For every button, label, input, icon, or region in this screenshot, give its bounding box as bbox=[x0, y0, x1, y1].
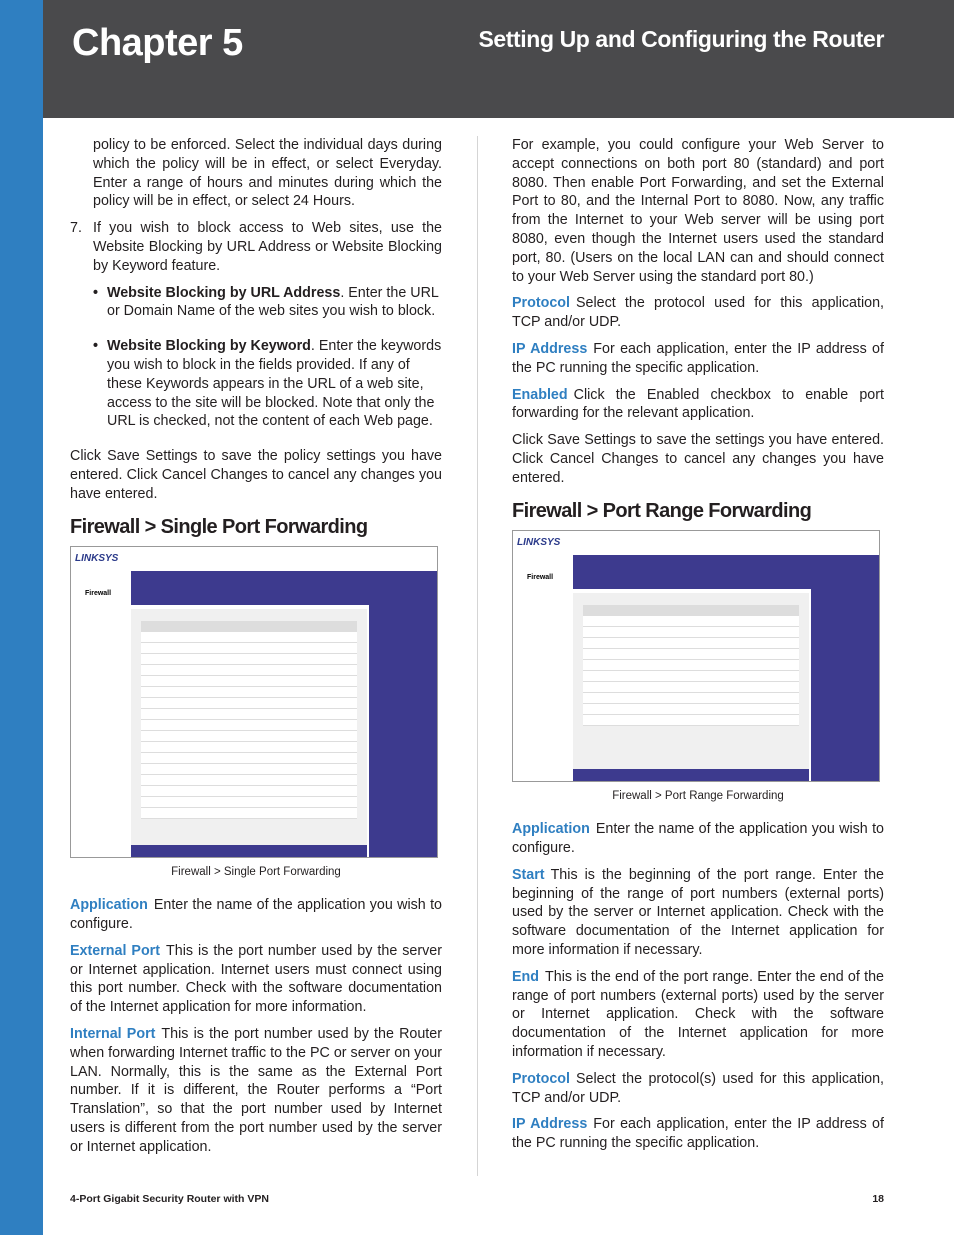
definition-term: IP Address bbox=[512, 340, 588, 357]
screenshot-table bbox=[141, 621, 357, 819]
definition-text: Enter the name of the application you wish to configure. bbox=[70, 897, 442, 932]
chapter-title: Setting Up and Configuring the Router bbox=[478, 26, 884, 52]
screenshot-footer-bar bbox=[131, 845, 367, 857]
definition bbox=[512, 866, 884, 960]
screenshot-side bbox=[71, 605, 131, 857]
screenshot-header bbox=[513, 531, 879, 556]
figure-caption: Firewall > Single Port Forwarding bbox=[171, 866, 341, 879]
bullet-icon: • bbox=[93, 284, 99, 301]
screenshot-nav-label: Firewall bbox=[85, 590, 112, 598]
section-heading: Firewall > Port Range Forwarding bbox=[512, 499, 812, 522]
definition bbox=[70, 942, 442, 1017]
paragraph: Click Save Settings to save the settings you have entered. Click Cancel Changes to cancel any changes you have entered. bbox=[512, 432, 884, 486]
definition bbox=[70, 1025, 442, 1157]
list-number: 7. bbox=[70, 220, 82, 237]
definition-term: Enabled bbox=[512, 386, 568, 403]
screenshot-main bbox=[573, 593, 809, 769]
list-item bbox=[70, 219, 442, 283]
definition bbox=[512, 968, 884, 1062]
paragraph: If you wish to block access to Web sites, use the Website Blocking by URL Address or Website Blocking by Keyword feature. bbox=[93, 220, 442, 274]
definition-text: Enter the name of the application you wish to configure. bbox=[512, 821, 884, 856]
left-column bbox=[70, 136, 442, 1165]
definition-text: This is the port number used by the Router when forwarding Internet traffic to the PC or server on your LAN. Normally, this is the same as the External Port number. If it is different, the Router performs a “Port Translation”, so that the port number used by Internet users is different from the port number used by the server or Internet application. bbox=[70, 1025, 442, 1155]
definition bbox=[512, 294, 884, 332]
definition-text: For each application, enter the IP address of the PC running the specific application. bbox=[512, 340, 884, 376]
linksys-logo: LINKSYS bbox=[517, 537, 561, 549]
definition-term: Application bbox=[512, 821, 590, 838]
definition-text: This is the end of the port range. Enter the end of the range of port numbers (external ports) used by the server or Internet application. Check with the software documentation of the Internet application for more information if necessary. bbox=[512, 968, 884, 1060]
screenshot-header bbox=[71, 547, 437, 572]
definition-text: For each application, enter the IP address of the PC running the specific application. bbox=[512, 1116, 884, 1152]
screenshot-navbar bbox=[573, 555, 879, 589]
definition-text: Click the Enabled checkbox to enable port forwarding for the relevant application. bbox=[512, 386, 884, 422]
screenshot-table bbox=[583, 605, 799, 726]
definition-text: This is the beginning of the port range. Enter the beginning of the range of port numbers (external ports) used by the server or Internet application. Check with the software documentation of the Internet application for more information if necessary. bbox=[512, 866, 884, 958]
bullet-item bbox=[93, 284, 442, 330]
definition-term: IP Address bbox=[512, 1116, 588, 1133]
page-header bbox=[43, 0, 954, 118]
bullet-text: . Enter the keywords you wish to block in the fields provided. If any of these Keywords appears in the URL of a web site, access to the site will be blocked. Note that only the URL is checked, not the content of each Web page. bbox=[107, 338, 442, 430]
screenshot-navbar bbox=[131, 571, 437, 605]
linksys-logo: LINKSYS bbox=[75, 553, 119, 565]
screenshot-figure bbox=[512, 530, 880, 782]
definition-term: External Port bbox=[70, 942, 161, 959]
definition bbox=[512, 1070, 884, 1108]
definition-text: This is the port number used by the server or Internet application. Internet users must connect using this port number. Check with the software documentation of the Internet application for more information. bbox=[70, 942, 442, 1016]
screenshot-help-panel bbox=[369, 605, 437, 857]
screenshot-main bbox=[131, 609, 367, 845]
definition-term: Internal Port bbox=[70, 1025, 156, 1042]
definition-term: Application bbox=[70, 897, 148, 914]
bullet-icon: • bbox=[93, 338, 99, 355]
screenshot-figure bbox=[70, 546, 438, 858]
definition-term: Start bbox=[512, 866, 545, 883]
right-column bbox=[512, 136, 884, 1161]
screenshot-help-panel bbox=[811, 589, 879, 781]
definition-text: Select the protocol used for this application, TCP and/or UDP. bbox=[512, 295, 884, 331]
paragraph: Click Save Settings to save the policy settings you have entered. Click Cancel Changes to cancel any changes you have entered. bbox=[70, 448, 442, 502]
bullet-term: Website Blocking by URL Address bbox=[107, 284, 341, 301]
screenshot-footer-bar bbox=[573, 769, 809, 781]
footer-product: 4-Port Gigabit Security Router with VPN bbox=[70, 1193, 269, 1205]
definition bbox=[512, 1115, 884, 1153]
definition-term: Protocol bbox=[512, 295, 570, 312]
chapter-label: Chapter 5 bbox=[72, 22, 243, 64]
bullet-text: . Enter the URL or Domain Name of the web sites you wish to block. bbox=[107, 284, 439, 320]
screenshot-side bbox=[513, 589, 573, 781]
column-divider bbox=[477, 136, 478, 1176]
definition bbox=[70, 896, 442, 934]
paragraph: policy to be enforced. Select the individual days during which the policy will be in effect, or select Everyday. Enter a range of hours and minutes during which the policy will be in effect, or select 24 Hours. bbox=[93, 137, 442, 210]
paragraph: For example, you could configure your Web Server to accept connections on both port 80 (standard) and port 8080. Then enable Port Forwarding, and set the External Port to 80, and the Internal Port to 8080. Now, any traffic from the Internet to your Web server will be using port 8080, even though the Internet users used the standard port, 80. (Users on the local LAN can and should connect to your Web Server using the standard port 80.) bbox=[512, 137, 884, 285]
section-heading: Firewall > Single Port Forwarding bbox=[70, 515, 368, 538]
figure-caption: Firewall > Port Range Forwarding bbox=[612, 790, 784, 803]
definition bbox=[512, 820, 884, 858]
screenshot-nav-label: Firewall bbox=[527, 574, 554, 582]
bullet-item bbox=[93, 337, 442, 439]
bullet-term: Website Blocking by Keyword bbox=[107, 338, 311, 355]
sidebar-strip bbox=[0, 0, 43, 1235]
page-number: 18 bbox=[872, 1193, 884, 1205]
definition-text: Select the protocol(s) used for this application, TCP and/or UDP. bbox=[512, 1070, 884, 1106]
definition bbox=[512, 340, 884, 378]
definition bbox=[512, 386, 884, 424]
definition-term: End bbox=[512, 968, 540, 985]
definition-term: Protocol bbox=[512, 1070, 570, 1087]
